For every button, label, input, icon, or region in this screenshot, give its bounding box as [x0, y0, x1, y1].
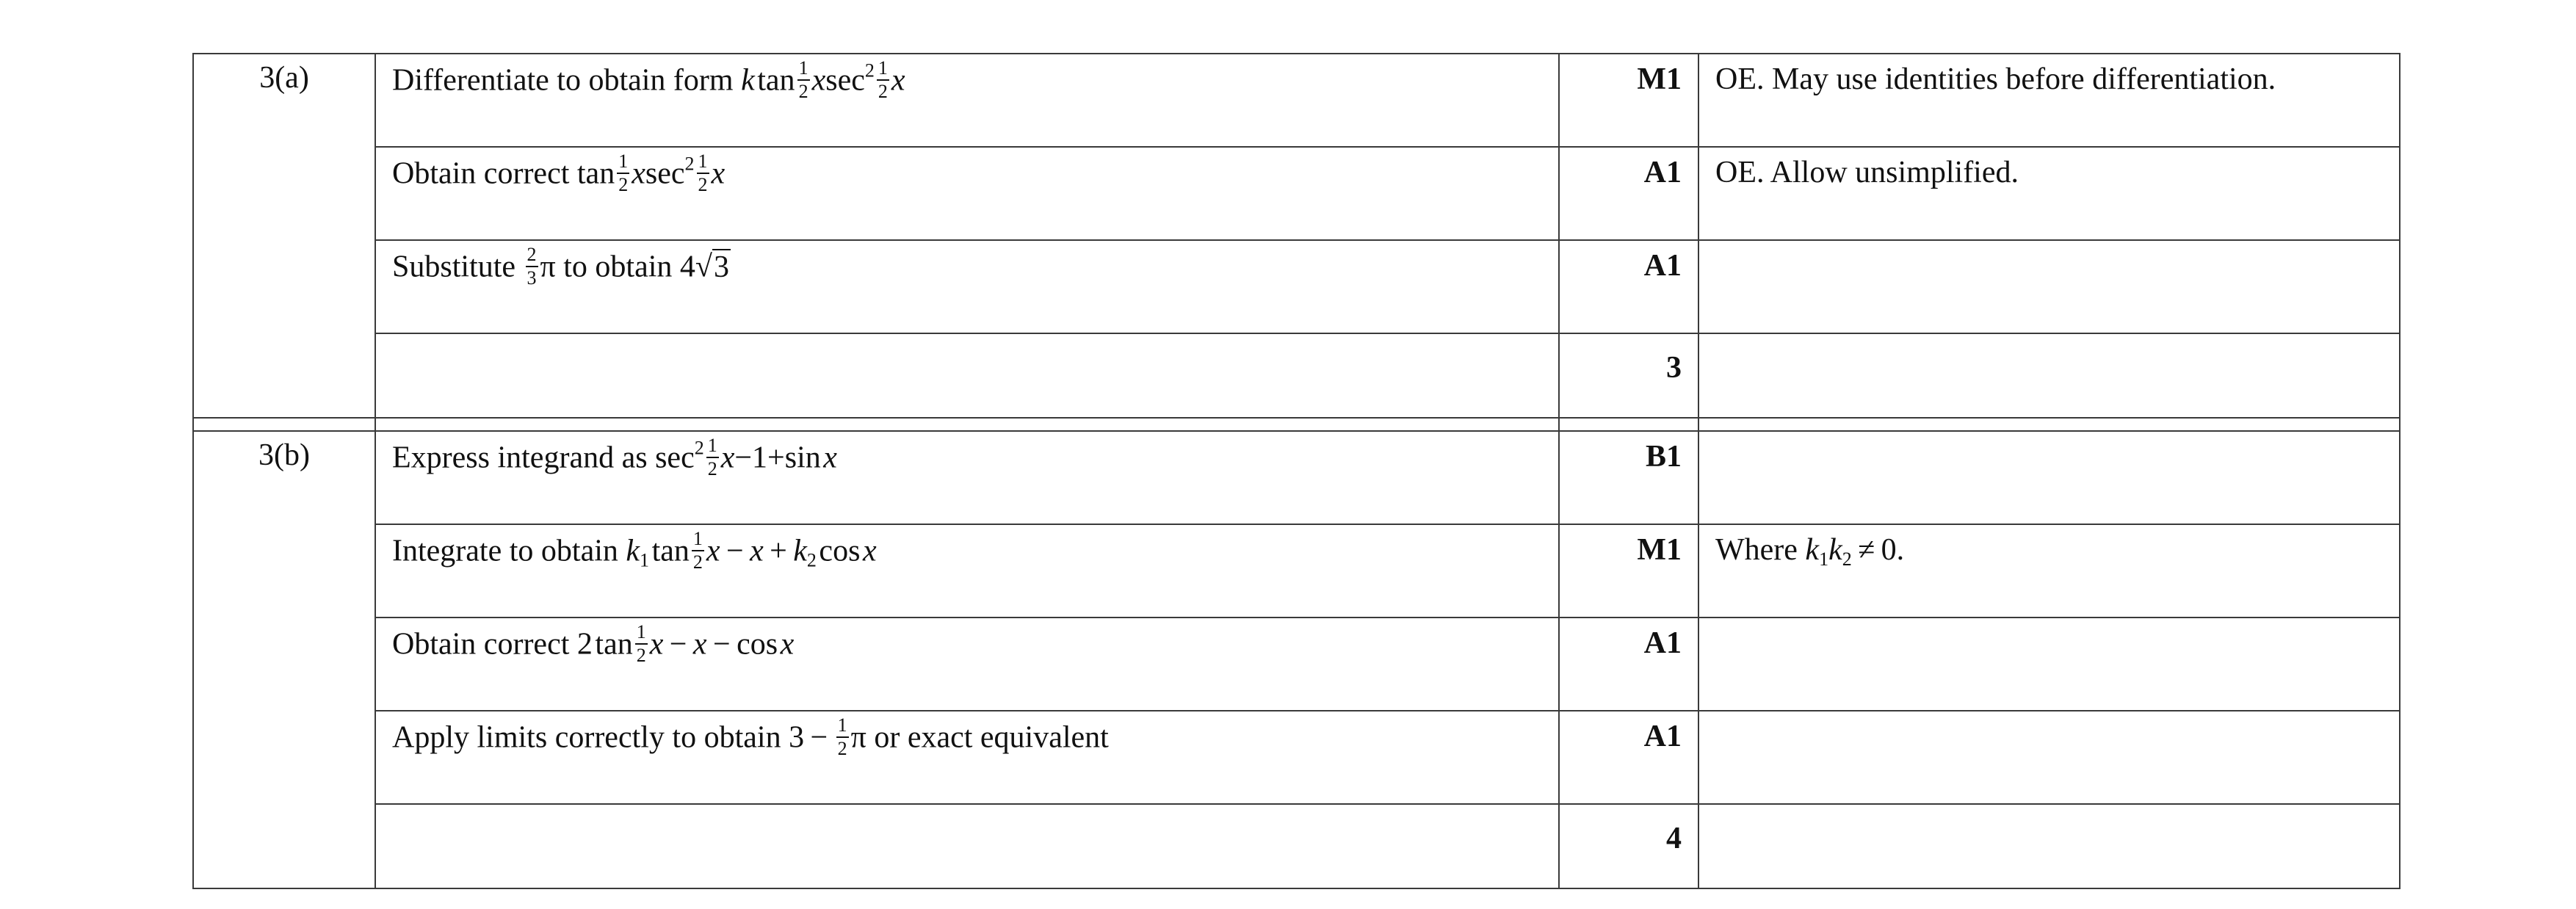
guidance-cell	[1698, 711, 2400, 804]
table-row	[193, 524, 2400, 618]
answer-cell: Substitute $\frac{2}{3}$ π to obtain 4√3	[375, 240, 1559, 333]
guidance-cell	[1698, 333, 2400, 418]
answer-cell: Apply limits correctly to obtain 3 − $\frac{1}{2}$ π or exact equivalent	[375, 711, 1559, 804]
table-row	[193, 431, 2400, 524]
table-row	[193, 54, 2400, 147]
mark-cell: M1	[1559, 54, 1698, 147]
table-row	[193, 804, 2400, 888]
answer-cell: Express integrand as $\sec^2$ $\frac{1}{2}$ x−1+sin x	[375, 431, 1559, 524]
table-row	[193, 618, 2400, 711]
guidance-cell: OE. May use identities before differentiation.	[1698, 54, 2400, 147]
table-row	[193, 147, 2400, 240]
answer-cell	[375, 333, 1559, 418]
table-row	[193, 240, 2400, 333]
table-row	[193, 711, 2400, 804]
answer-cell: Integrate to obtain $k_1$ tan $\frac{1}{2}$ $x - x + k_2$ cos x	[375, 524, 1559, 618]
guidance-cell	[1698, 618, 2400, 711]
mark-cell: A1	[1559, 240, 1698, 333]
mark-scheme-table	[192, 53, 2400, 889]
guidance-cell: Where $k_1k_2 \ne 0$.	[1698, 524, 2400, 618]
mark-cell: A1	[1559, 618, 1698, 711]
answer-cell: Obtain correct tan $\frac{1}{2}$ xsec$^2$ $\frac{1}{2}$ x	[375, 147, 1559, 240]
mark-cell: M1	[1559, 524, 1698, 618]
answer-cell: Obtain correct 2 tan $\frac{1}{2}$ x − x − cos x	[375, 618, 1559, 711]
mark-cell: A1	[1559, 711, 1698, 804]
question-label: 3(b)	[193, 431, 375, 888]
guidance-cell	[1698, 804, 2400, 888]
guidance-cell	[1698, 240, 2400, 333]
guidance-cell: OE. Allow unsimplified.	[1698, 147, 2400, 240]
table-row	[193, 333, 2400, 418]
answer-cell: Differentiate to obtain form k tan $\frac{1}{2}$ xsec$^2$ $\frac{1}{2}$ x	[375, 54, 1559, 147]
question-label: 3(a)	[193, 54, 375, 418]
mark-cell: A1	[1559, 147, 1698, 240]
total-mark-cell: 3	[1559, 333, 1698, 418]
total-mark-cell: 4	[1559, 804, 1698, 888]
answer-cell	[375, 804, 1559, 888]
mark-cell: B1	[1559, 431, 1698, 524]
guidance-cell	[1698, 431, 2400, 524]
section-divider	[193, 418, 2400, 431]
